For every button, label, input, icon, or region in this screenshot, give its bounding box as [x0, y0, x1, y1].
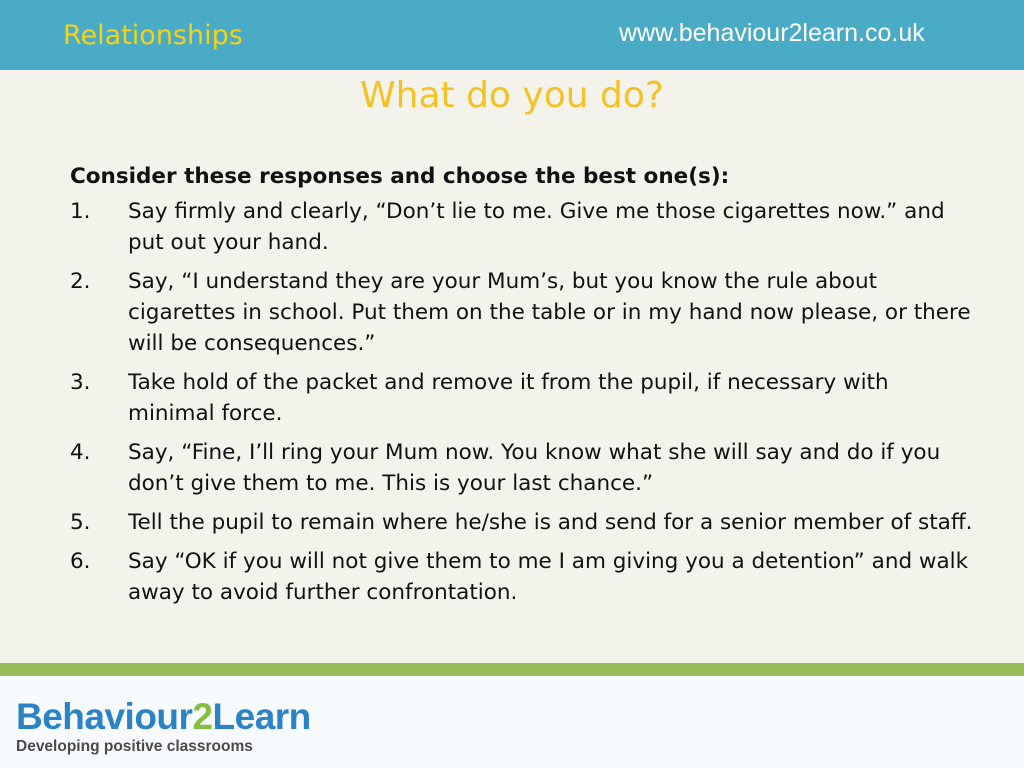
response-text: Take hold of the packet and remove it from the pupil, if necessary with minimal force. — [128, 370, 889, 426]
response-text: Say, “I understand they are your Mum’s, but you know the rule about cigarettes in school. Put them on the table or in my hand now please, or there will be consequences.” — [128, 269, 971, 356]
response-number: 1. — [70, 199, 91, 224]
response-text: Say, “Fine, I’ll ring your Mum now. You know what she will say and do if you don’t give them to me. This is your last chance.” — [128, 440, 941, 496]
response-number: 2. — [70, 269, 91, 294]
response-list — [70, 196, 980, 608]
brand-digit-2: 2 — [192, 696, 213, 737]
response-item-6 — [70, 546, 980, 608]
divider-bar — [0, 663, 1024, 676]
website-url: www.behaviour2learn.co.uk — [619, 19, 925, 47]
response-item-2 — [70, 266, 980, 359]
response-text: Say firmly and clearly, “Don’t lie to me. Give me those cigarettes now.” and put out your hand. — [128, 199, 945, 255]
response-text: Say “OK if you will not give them to me I am giving you a detention” and walk away to avoid further confrontation. — [128, 549, 969, 605]
response-item-3 — [70, 367, 980, 429]
lead-text: Consider these responses and choose the best one(s): — [70, 164, 730, 189]
brand-logo — [16, 696, 311, 756]
brand-word-behaviour: Behaviour — [16, 696, 193, 737]
brand-word-learn: Learn — [212, 696, 311, 737]
brand-wordmark — [16, 696, 311, 738]
response-text: Tell the pupil to remain where he/she is and send for a senior member of staff. — [128, 510, 973, 535]
response-item-5 — [70, 507, 980, 538]
response-number: 4. — [70, 440, 91, 465]
response-number: 6. — [70, 549, 91, 574]
topic-label: Relationships — [63, 20, 243, 51]
response-item-1 — [70, 196, 980, 258]
response-number: 3. — [70, 370, 91, 395]
slide-content — [70, 160, 980, 616]
slide-title: What do you do? — [360, 75, 664, 116]
response-number: 5. — [70, 510, 91, 535]
brand-tagline: Developing positive classrooms — [16, 738, 253, 755]
response-item-4 — [70, 437, 980, 499]
